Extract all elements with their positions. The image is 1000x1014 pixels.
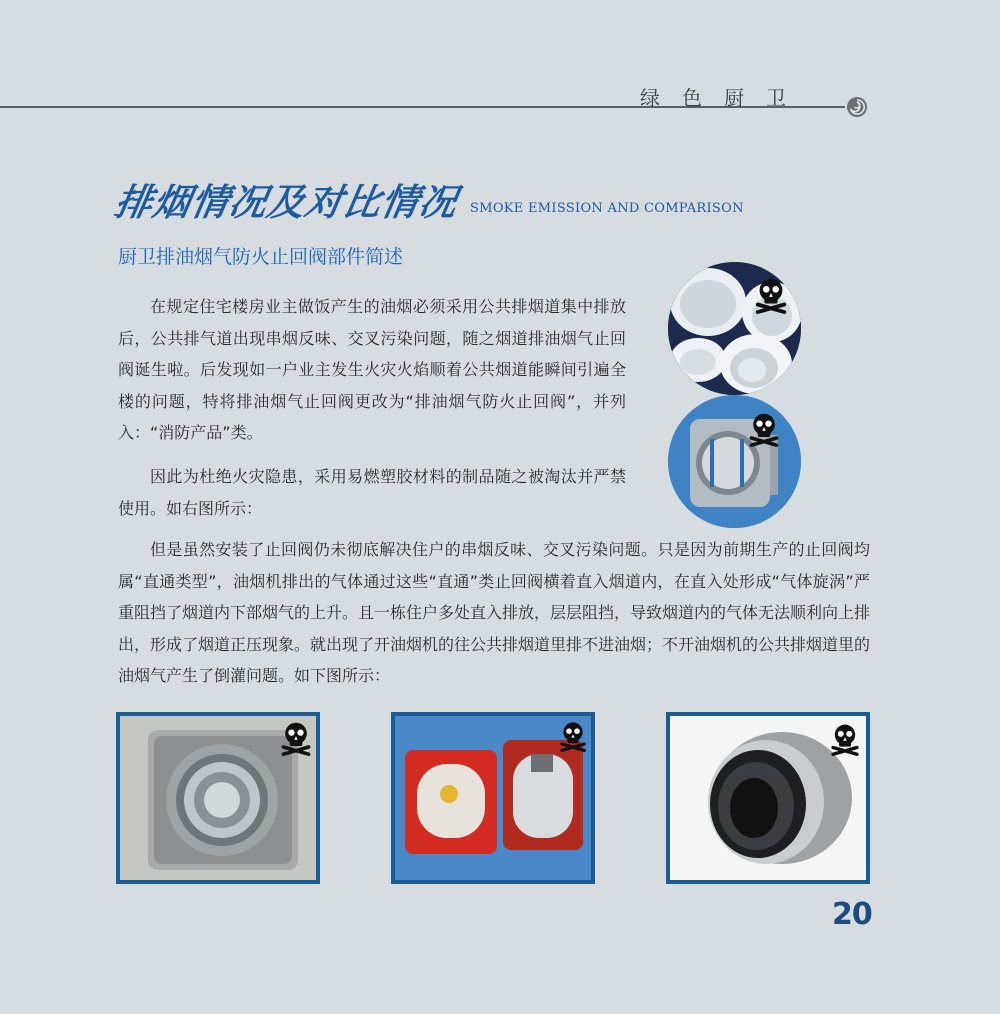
- skull-crossbones-icon: [828, 722, 862, 756]
- square-steel-valve-photo: [116, 712, 320, 884]
- section-subtitle: 厨卫排油烟气防火止回阀部件简述: [118, 246, 404, 268]
- round-duct-valve-photo: [666, 712, 870, 884]
- page-title: 排烟情况及对比情况: [111, 181, 462, 224]
- page-title-english: SMOKE EMISSION AND COMPARISON: [470, 201, 744, 216]
- skull-crossbones-icon: [557, 720, 589, 752]
- skull-crossbones-icon: [746, 411, 782, 447]
- spiral-logo-icon: [846, 96, 868, 118]
- red-fire-damper-photo: [391, 712, 595, 884]
- paragraph-2: 因此为杜绝火灾隐患，采用易燃塑胶材料的制品随之被淘汰并严禁使用。如右图所示：: [118, 467, 626, 518]
- skull-crossbones-icon: [752, 276, 790, 314]
- plastic-valve-photo: [668, 262, 801, 395]
- skull-crossbones-icon: [278, 720, 314, 756]
- paragraph-3: 但是虽然安装了止回阀仍未彻底解决住户的串烟反味、交叉污染问题。只是因为前期生产的止回阀均属“直通类型”，油烟机排出的气体通过这些“直通”类止回阀横着直入烟道内，在直入处形成“气体旋涡”严重阻挡了烟道内下部烟气的上升。且一栋住户多处直入排放，层层阻挡，导致烟道内的气体无法顺利向上排出，形成了烟道正压现象。就出现了开油烟机的往公共排烟道里排不进油烟；不开油烟机的公共排烟道里的油烟气产生了倒灌问题。如下图所示：: [118, 540, 871, 685]
- section-label: 绿色厨卫: [640, 86, 808, 110]
- steel-damper-photo: [668, 395, 801, 528]
- page-number: 20: [832, 897, 872, 932]
- paragraph-1: 在规定住宅楼房业主做饭产生的油烟必须采用公共排烟道集中排放后，公共排气道出现串烟反味、交叉污染问题，随之烟道排油烟气止回阀诞生啦。后发现如一户业主发生火灾火焰顺着公共烟道能瞬间引遍全楼的问题，特将排油烟气止回阀更改为“排油烟气防火止回阀”，并列入：“消防产品”类。: [118, 297, 626, 442]
